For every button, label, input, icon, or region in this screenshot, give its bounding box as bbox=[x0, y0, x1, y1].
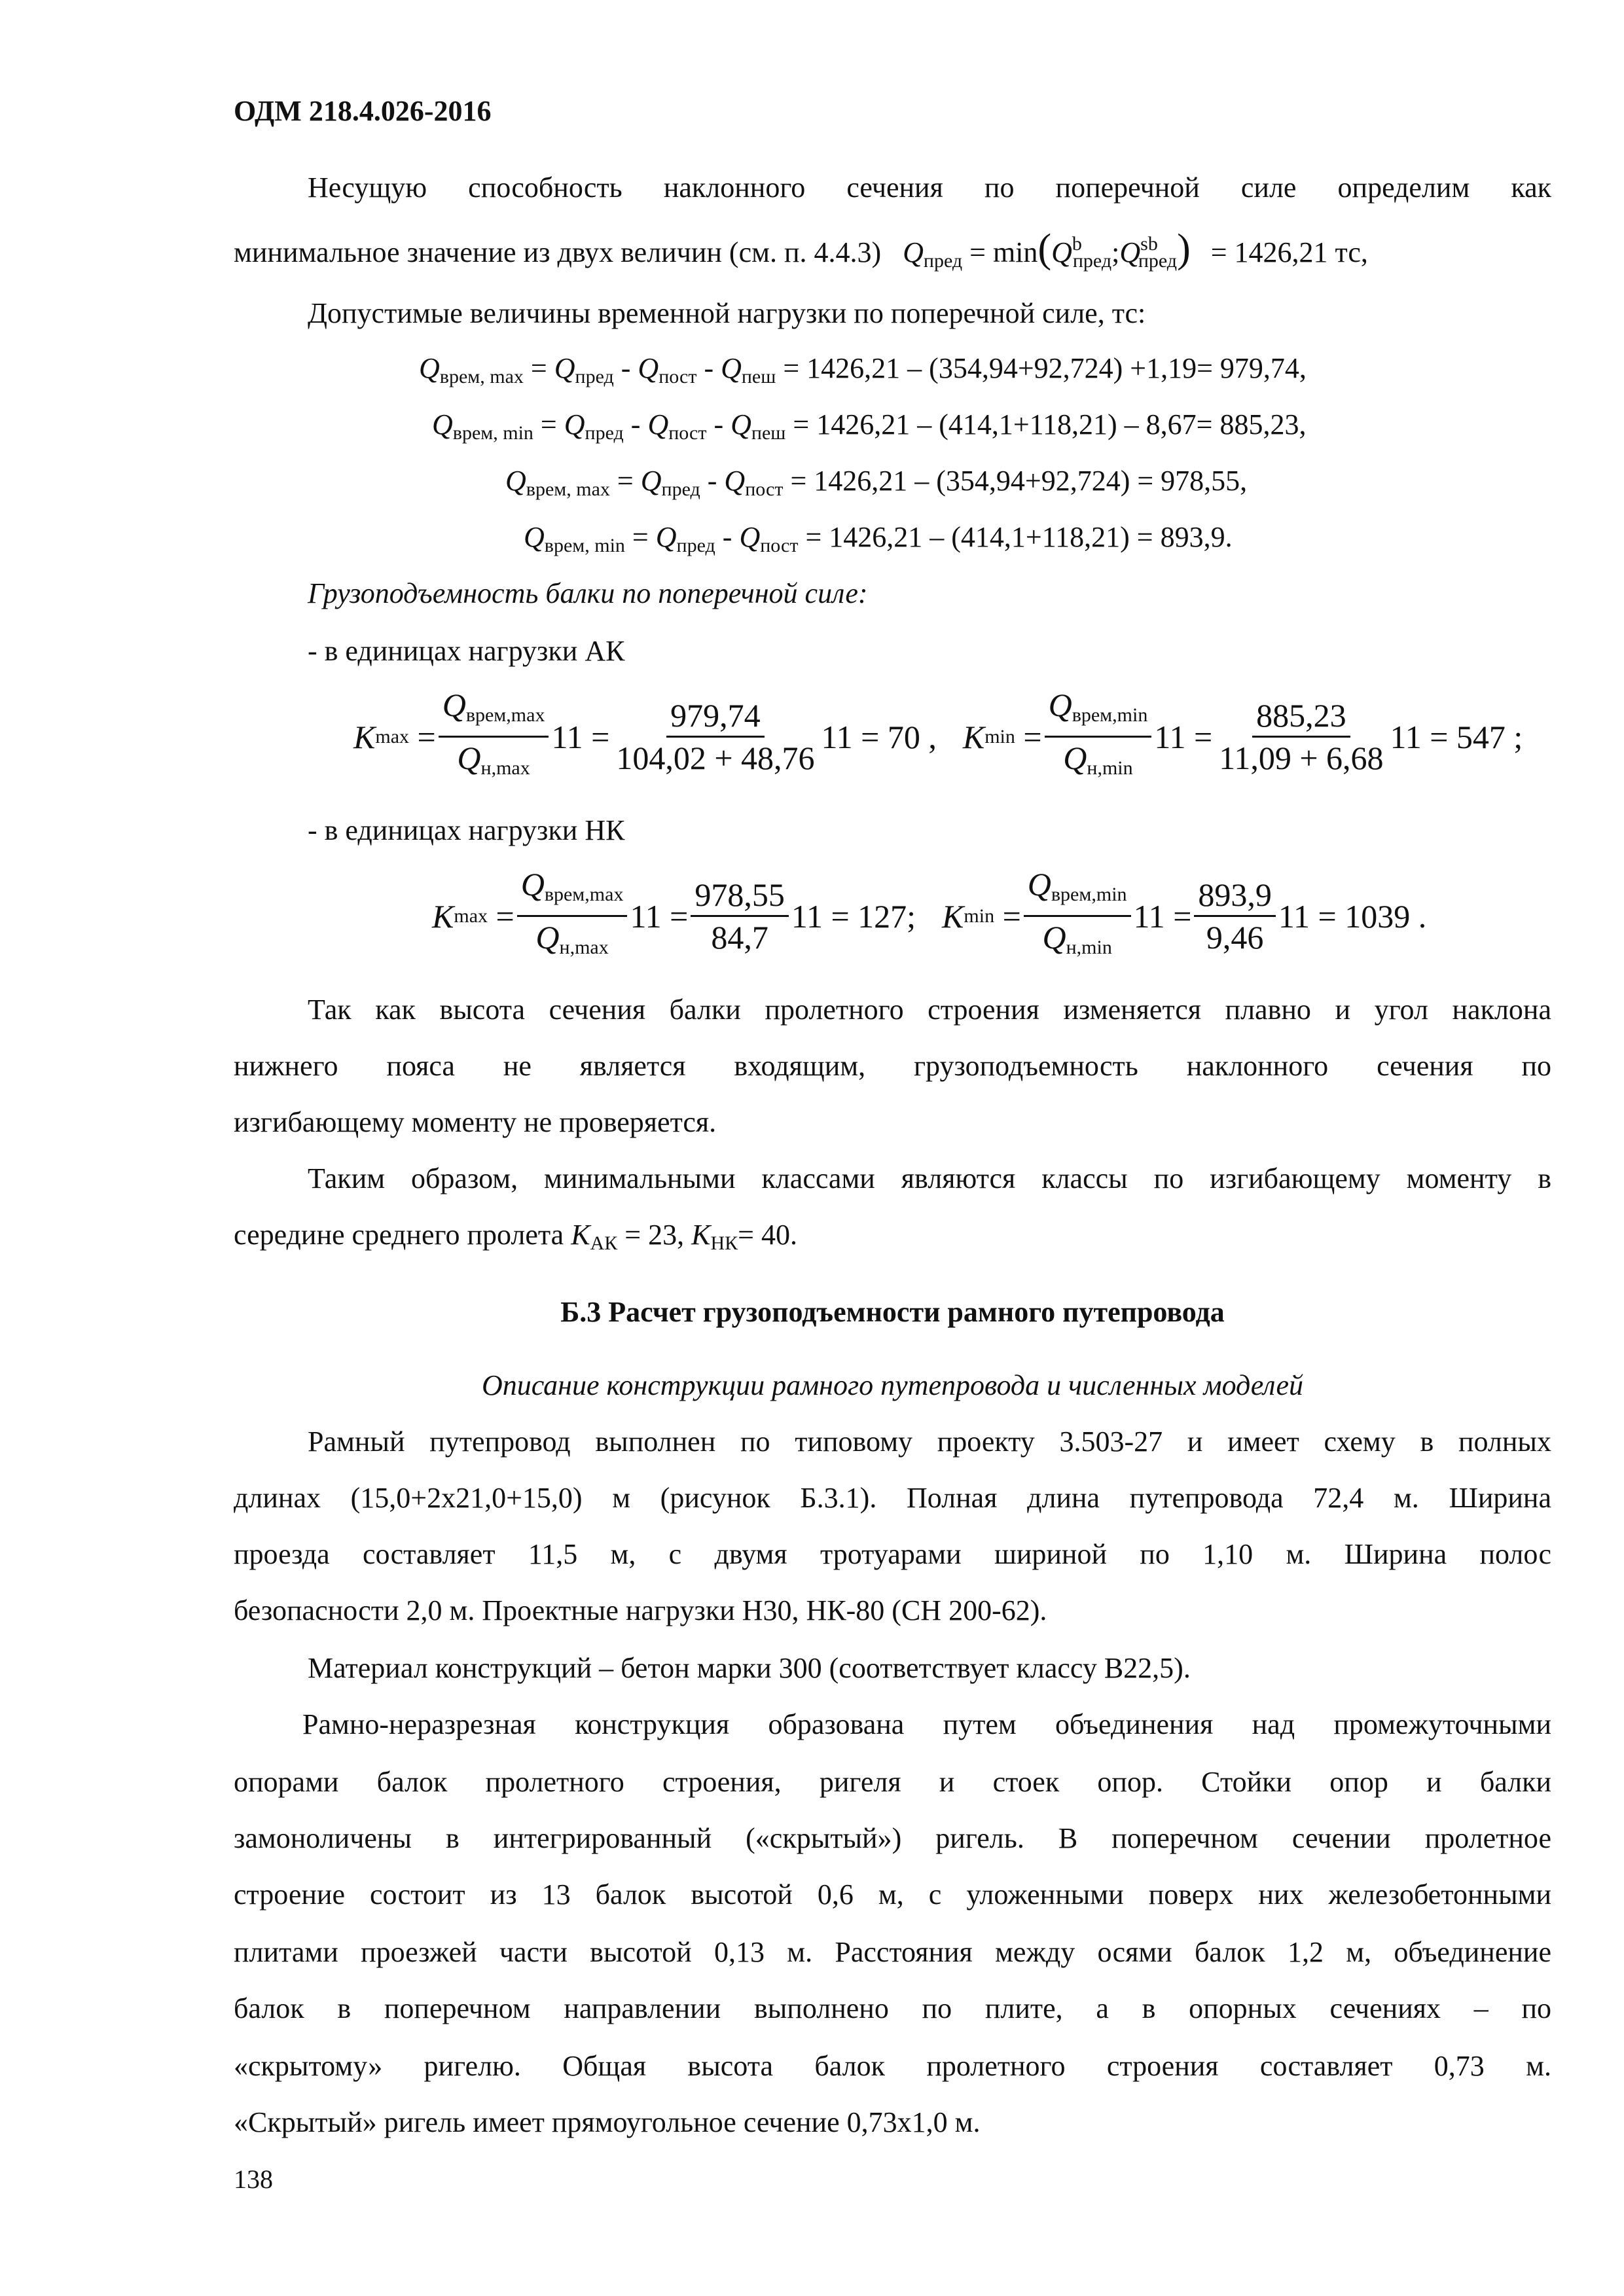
para7-line1: Рамно-неразрезная конструкция образована путем объединения над промежуточными bbox=[302, 1708, 1551, 1740]
equation-3: $Q_{врем, max} = Q_{пред} - Q_{пост} = 1426,21 - (354,94+92,724) = 978,55$, bbox=[505, 465, 1248, 500]
para7-line8: «Скрытый» ригель имеет прямоугольное сечение 0,73х1,0 м. bbox=[234, 2106, 981, 2138]
section-title: Б.3 Расчет грузоподъемности рамного путепровода bbox=[560, 1296, 1225, 1328]
equation-4: $Q_{врем, min} = Q_{пред} - Q_{пост} = 1426,21 - (414,1+118,21) = 893,9$. bbox=[524, 521, 1233, 556]
q-sub-pred: пред bbox=[923, 250, 963, 272]
sub-pred-sb: пред bbox=[1138, 250, 1178, 272]
nk-label: - в единицах нагрузки НК bbox=[308, 814, 625, 846]
para5-line3: проезда составляет 11,5 м, с двумя тротуарами шириной по 1,10 м. Ширина полос bbox=[234, 1538, 1551, 1570]
para5-line1: Рамный путепровод выполнен по типовому проекту 3.503-27 и имеет схему в полных bbox=[308, 1426, 1551, 1458]
sub-pred-b: пред bbox=[1072, 250, 1112, 272]
q-result: = 1426,21 тс, bbox=[1210, 236, 1368, 268]
para1-line1: Несущую способность наклонного сечения по поперечной силе определим как bbox=[308, 171, 1551, 204]
k-formulas-ak: K max = $\frac{Q_{врем,max}}{Q_{н,max}}$ 11 = $\frac{979,74}{104,02 + 48,76}$ 11 = 70 , K min = $\frac{Q_{врем,min}}{Q_{н,min}}$ 11 = $\frac{885,23}{11,09 + 6,68}$ 11 = 547 ; bbox=[353, 687, 1523, 779]
capacity-heading: Грузоподъемность балки по поперечной силе: bbox=[308, 577, 868, 609]
equation-2: $Q_{врем, min} = Q_{пред} - Q_{пост} - Q_{пеш} = 1426,21 - (414,1+118,21) - 8,67= 885,23$, bbox=[432, 408, 1307, 444]
q-symbol: Q bbox=[903, 236, 924, 268]
para1-line2-text: минимальное значение из двух величин (см. п. 4.4.3) bbox=[234, 236, 882, 268]
para1-line2: минимальное значение из двух величин (см. п. 4.4.3) $Q_{пред}$ = $\min(Q^b_{пред};Q^{sb}_{пред}) = 1426,21$ тс, bbox=[234, 226, 1368, 272]
para7-line6: балок в поперечном направлении выполнено по плите, а в опорных сечениях – по bbox=[234, 1992, 1551, 2024]
page-number: 138 bbox=[234, 2164, 273, 2194]
para3-line1: Так как высота сечения балки пролетного строения изменяется плавно и угол наклона bbox=[308, 994, 1551, 1026]
para5-line4: безопасности 2,0 м. Проектные нагрузки Н30, НК-80 (СН 200-62). bbox=[234, 1594, 1047, 1626]
min-eq: = min bbox=[969, 236, 1038, 268]
para7-line5: плитами проезжей части высотой 0,13 м. Расстояния между осями балок 1,2 м, объединение bbox=[234, 1936, 1551, 1968]
para2: Допустимые величины временной нагрузки по поперечной силе, тс: bbox=[308, 297, 1146, 329]
para4-line1: Таким образом, минимальными классами являются классы по изгибающему моменту в bbox=[308, 1162, 1551, 1194]
section-subtitle: Описание конструкции рамного путепровода и численных моделей bbox=[481, 1369, 1304, 1401]
para7-line7: «скрытому» ригелю. Общая высота балок пролетного строения составляет 0,73 м. bbox=[234, 2050, 1551, 2082]
equation-1: $Q_{врем, max} = Q_{пред} - Q_{пост} - Q_{пеш} = 1426,21 - (354,94+92,724) +1,19= 979,74$, bbox=[419, 352, 1307, 387]
para5-line2: длинах (15,0+2х21,0+15,0) м (рисунок Б.3.1). Полная длина путепровода 72,4 м. Ширина bbox=[234, 1482, 1551, 1514]
ak-label: - в единицах нагрузки АК bbox=[308, 635, 625, 667]
para7-line4: строение состоит из 13 балок высотой 0,6 м, с уложенными поверх них железобетонными bbox=[234, 1878, 1551, 1910]
document-code: ОДМ 218.4.026-2016 bbox=[234, 95, 492, 127]
sup-sb: sb bbox=[1140, 233, 1158, 255]
para7-line3: замоноличены в интегрированный («скрытый») ригель. В поперечном сечении пролетное bbox=[234, 1822, 1551, 1854]
para4-line2: середине среднего пролета $K_{АК} = 23$, $K_{НК}= 40$. bbox=[234, 1219, 797, 1254]
para7-line2: опорами балок пролетного строения, ригеля и стоек опор. Стойки опор и балки bbox=[234, 1766, 1551, 1798]
para3-line3: изгибающему моменту не проверяется. bbox=[234, 1106, 717, 1138]
para6: Материал конструкций – бетон марки 300 (соответствует классу В22,5). bbox=[308, 1652, 1191, 1684]
para3-line2: нижнего пояса не является входящим, грузоподъемность наклонного сечения по bbox=[234, 1050, 1551, 1082]
sup-b: b bbox=[1072, 233, 1082, 255]
k-formulas-nk: K max = $\frac{Q_{врем,max}}{Q_{н,max}}$ 11 = $\frac{978,55}{84,7}$ 11 = 127; K min = $\frac{Q_{врем,min}}{Q_{н,min}}$ 11 = $\frac{893,9}{9,46}$ 11 = 1039 . bbox=[432, 866, 1427, 958]
